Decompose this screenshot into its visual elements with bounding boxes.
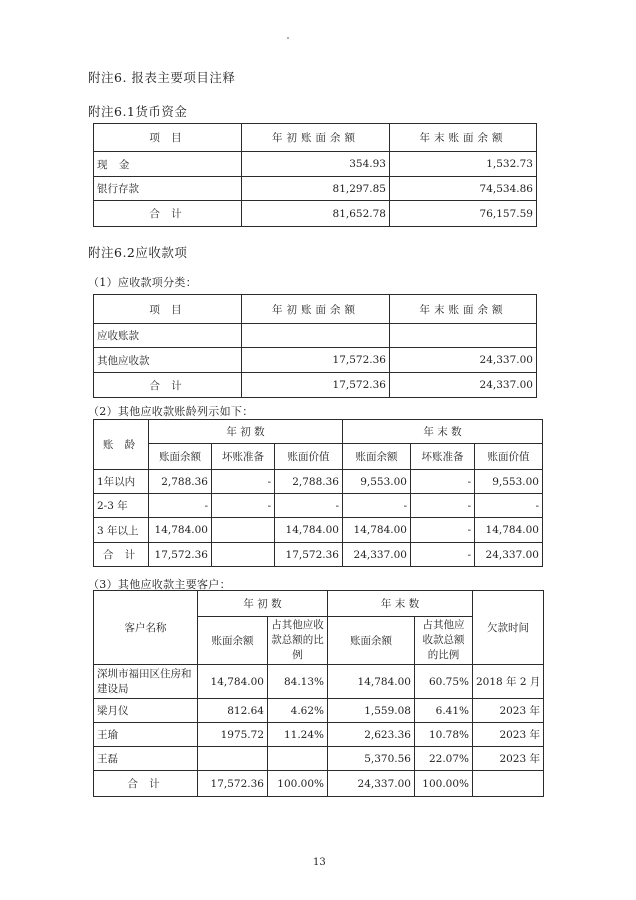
table-header-row (94, 591, 544, 617)
cell-value: - (411, 494, 475, 518)
header-end-balance: 年末账面余额 (390, 124, 537, 152)
subheader-cell: 坏账准备 (212, 444, 275, 470)
table-row (94, 152, 537, 177)
subheader-cell: 占其他应收款总额的比例 (415, 617, 473, 665)
cell-value: 5,370.56 (328, 747, 415, 771)
table-header-row (94, 420, 543, 444)
header-age: 账 龄 (94, 420, 149, 470)
cell-value: 24,337.00 (328, 771, 415, 797)
cell-value: 9,553.00 (343, 470, 411, 494)
cell-value: - (149, 494, 212, 518)
cell-value: 1,532.73 (390, 152, 537, 177)
cell-value: 2,788.36 (275, 470, 343, 494)
row-label: 2-3 年 (94, 494, 149, 518)
cell-value: 74,534.86 (390, 177, 537, 201)
header-group-begin: 年 初 数 (149, 420, 343, 444)
row-label: 合 计 (94, 771, 198, 797)
header-group-end: 年 末 数 (328, 591, 473, 617)
subheader-cell: 账面余额 (149, 444, 212, 470)
header-group-begin: 年 初 数 (198, 591, 328, 617)
header-group-end: 年 末 数 (343, 420, 543, 444)
header-overdue-time: 欠款时间 (473, 591, 544, 665)
header-customer-name: 客户名称 (94, 591, 198, 665)
cell-value: 14,784.00 (475, 518, 543, 543)
row-label: 应收账款 (94, 324, 242, 348)
row-label: 银行存款 (94, 177, 242, 201)
table-header-row (94, 124, 537, 152)
table-total-row (94, 373, 537, 398)
table-row (94, 699, 544, 723)
row-label: 现 金 (94, 152, 242, 177)
cell-value: - (475, 494, 543, 518)
cell-value: 2023 年 (473, 723, 544, 747)
cell-value: 2023 年 (473, 699, 544, 723)
classification-table (93, 294, 537, 398)
cash-title: 附注6.1货币资金 (88, 104, 188, 119)
table-row (94, 177, 537, 201)
cell-value: 14,784.00 (328, 665, 415, 699)
customers-table (93, 590, 544, 797)
table-subheader-row (94, 444, 543, 470)
customers-caption: （3）其他应收款主要客户： (88, 578, 231, 591)
header-begin-balance: 年初账面余额 (242, 295, 390, 324)
cell-value: 24,337.00 (475, 543, 543, 567)
cell-value: 24,337.00 (390, 348, 537, 373)
cell-value: - (212, 470, 275, 494)
cell-value: 14,784.00 (198, 665, 268, 699)
row-label: 3 年以上 (94, 518, 149, 543)
customer-name: 梁月仪 (94, 699, 198, 723)
subheader-cell: 账面余额 (328, 617, 415, 665)
cell-value: 17,572.36 (198, 771, 268, 797)
table-header-row (94, 295, 537, 324)
table-total-row (94, 201, 537, 227)
cell-value: 14,784.00 (343, 518, 411, 543)
cell-value: 2018 年 2 月 (473, 665, 544, 699)
page-number: 13 (313, 857, 326, 868)
cell-value (212, 518, 275, 543)
cell-value: 812.64 (198, 699, 268, 723)
row-label: 1年以内 (94, 470, 149, 494)
cell-value: 14,784.00 (149, 518, 212, 543)
cell-value: 84.13% (268, 665, 328, 699)
cell-value: 11.24% (268, 723, 328, 747)
cell-value (390, 324, 537, 348)
cell-value: 10.78% (415, 723, 473, 747)
cell-value: 76,157.59 (390, 201, 537, 227)
table-total-row (94, 771, 544, 797)
cell-value: 14,784.00 (275, 518, 343, 543)
table-row (94, 723, 544, 747)
header-end-balance: 年末账面余额 (390, 295, 537, 324)
cell-value: 100.00% (268, 771, 328, 797)
cell-value: 17,572.36 (242, 373, 390, 398)
cell-value (473, 771, 544, 797)
table-row (94, 494, 543, 518)
cell-value: 60.75% (415, 665, 473, 699)
cell-value: 2023 年 (473, 747, 544, 771)
cell-value: 17,572.36 (242, 348, 390, 373)
cell-value: 1,559.08 (328, 699, 415, 723)
cell-value: 100.00% (415, 771, 473, 797)
row-label: 其他应收款 (94, 348, 242, 373)
subheader-cell: 坏账准备 (411, 444, 475, 470)
subheader-cell: 账面价值 (475, 444, 543, 470)
header-item: 项 目 (94, 124, 242, 152)
table-row (94, 665, 544, 699)
section-title: 附注6. 报表主要项目注释 (88, 70, 236, 85)
cell-value: 9,553.00 (475, 470, 543, 494)
classification-caption: （1）应收款项分类： (88, 276, 197, 289)
cell-value: 6.41% (415, 699, 473, 723)
receivables-title: 附注6.2应收款项 (88, 245, 188, 260)
customer-name: 王磊 (94, 747, 198, 771)
cell-value: 2,788.36 (149, 470, 212, 494)
subheader-cell: 占其他应收款总额的比例 (268, 617, 328, 665)
cell-value (198, 747, 268, 771)
subheader-cell: 账面余额 (343, 444, 411, 470)
cell-value: 22.07% (415, 747, 473, 771)
row-label: 合 计 (94, 201, 242, 227)
cell-value: - (411, 470, 475, 494)
row-label: 合 计 (94, 543, 149, 567)
cell-value: - (212, 494, 275, 518)
cell-value: - (343, 494, 411, 518)
cash-table (93, 123, 537, 227)
cell-value: 1975.72 (198, 723, 268, 747)
cell-value: - (411, 543, 475, 567)
scan-speck (287, 37, 289, 39)
cell-value: 24,337.00 (390, 373, 537, 398)
cell-value: 81,297.85 (242, 177, 390, 201)
aging-caption: （2）其他应收款账龄列示如下： (88, 405, 254, 418)
customer-name: 王瑜 (94, 723, 198, 747)
cell-value: - (411, 518, 475, 543)
cell-value: 354.93 (242, 152, 390, 177)
subheader-cell: 账面余额 (198, 617, 268, 665)
customer-name: 深圳市福田区住房和建设局 (94, 665, 198, 699)
table-row (94, 518, 543, 543)
table-row (94, 348, 537, 373)
subheader-cell: 账面价值 (275, 444, 343, 470)
cell-value: 17,572.36 (275, 543, 343, 567)
cell-value: - (275, 494, 343, 518)
table-row (94, 747, 544, 771)
cell-value: 24,337.00 (343, 543, 411, 567)
aging-table (93, 419, 543, 567)
table-row (94, 470, 543, 494)
header-begin-balance: 年初账面余额 (242, 124, 390, 152)
table-row (94, 324, 537, 348)
row-label: 合 计 (94, 373, 242, 398)
cell-value: 81,652.78 (242, 201, 390, 227)
cell-value (268, 747, 328, 771)
header-item: 项 目 (94, 295, 242, 324)
cell-value (242, 324, 390, 348)
cell-value: 4.62% (268, 699, 328, 723)
cell-value (212, 543, 275, 567)
cell-value: 2,623.36 (328, 723, 415, 747)
cell-value: 17,572.36 (149, 543, 212, 567)
table-total-row (94, 543, 543, 567)
